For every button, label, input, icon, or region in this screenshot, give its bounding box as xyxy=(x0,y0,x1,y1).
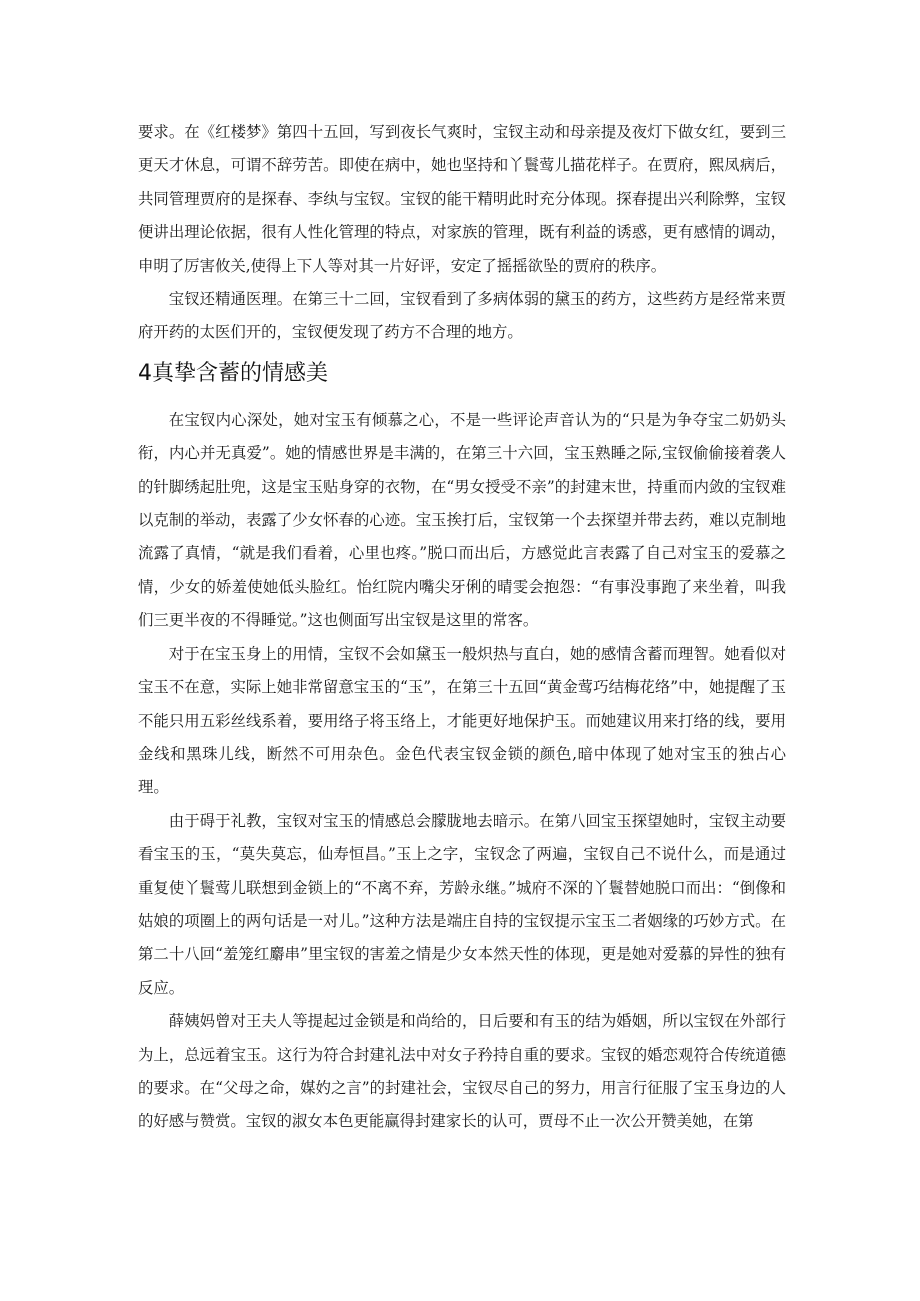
paragraph-management: 要求。在《红楼梦》第四十五回，写到夜长气爽时，宝钗主动和母亲提及夜灯下做女红，要到三更天才休息，可谓不辞劳苦。即使在病中，她也坚持和丫鬟莺儿描花样子。在贾府，熙凤病后，共同管理贾府的是探春、李纨与宝钗。宝钗的能干精明此时充分体现。探春提出兴利除弊，宝钗便讲出理论依据，很有人性化管理的特点，对家族的管理，既有利益的诱惑，更有感情的调动，申明了厉害攸关,使得上下人等对其一片好评，安定了摇摇欲坠的贾府的秩序。 xyxy=(138,123,786,275)
paragraph-medicine: 宝钗还精通医理。在第三十二回，宝钗看到了多病体弱的黛玉的药方，这些药方是经常来贾府开药的太医们开的，宝钗便发现了药方不合理的地方。 xyxy=(138,290,786,342)
document-body xyxy=(138,116,786,1139)
paragraph-inner-feelings: 在宝钗内心深处，她对宝玉有倾慕之心，不是一些评论声音认为的“只是为争夺宝二奶奶头衔，内心并无真爱”。她的情感世界是丰满的，在第三十六回，宝玉熟睡之际,宝钗偷偷接着袭人的针脚绣起肚兜，这是宝玉贴身穿的衣物，在“男女授受不亲”的封建末世，持重而内敛的宝钗难以克制的举动，表露了少女怀春的心迹。宝玉挨打后，宝钗第一个去探望并带去药，难以克制地流露了真情，“就是我们看着，心里也疼。”脱口而出后，方感觉此言表露了自己对宝玉的爱慕之情，少女的娇羞使她低头脸红。怡红院内嘴尖牙俐的晴雯会抱怨：“有事没事跑了来坐着，叫我们三更半夜的不得睡觉。”这也侧面写出宝钗是这里的常客。 xyxy=(138,410,786,630)
paragraph-subtle-hints: 由于碍于礼教，宝钗对宝玉的情感总会朦胧地去暗示。在第八回宝玉探望她时，宝钗主动要看宝玉的玉，“莫失莫忘，仙寿恒昌。”玉上之字，宝钗念了两遍，宝钗自己不说什么，而是通过重复使丫鬟莺儿联想到金锁上的“不离不弃，芳龄永继。”城府不深的丫鬟替她脱口而出：“倒像和姑娘的项圈上的两句话是一对儿。”这种方法是端庄自持的宝钗提示宝玉二者姻缘的巧妙方式。在第二十八回“羞笼红麝串”里宝钗的害羞之情是少女本然天性的体现，更是她对爱慕的异性的独有反应。 xyxy=(138,811,786,997)
paragraph-reserved-love: 对于在宝玉身上的用情，宝钗不会如黛玉一般炽热与直白，她的感情含蓄而理智。她看似对宝玉不在意，实际上她非常留意宝玉的“玉”，在第三十五回“黄金莺巧结梅花络”中，她提醒了玉不能只用五彩丝线系着，要用络子将玉络上，才能更好地保护玉。而她建议用来打络的线，要用金线和黑珠儿线，断然不可用杂色。金色代表宝钗金锁的颜色,暗中体现了她对宝玉的独占心理。 xyxy=(138,644,786,797)
paragraph-marriage-view: 薛姨妈曾对王夫人等提起过金锁是和尚给的，日后要和有玉的结为婚姻，所以宝钗在外部行为上，总远着宝玉。这行为符合封建礼法中对女子矜持自重的要求。宝钗的婚恋观符合传统道德的要求。在“父母之命，媒妁之言”的封建社会，宝钗尽自己的努力，用言行征服了宝玉身边的人的好感与赞赏。宝钗的淑女本色更能赢得封建家长的认可，贾母不止一次公开赞美她，在第 xyxy=(138,1012,786,1131)
section-heading: 4真挚含蓄的情感美 xyxy=(138,360,328,386)
